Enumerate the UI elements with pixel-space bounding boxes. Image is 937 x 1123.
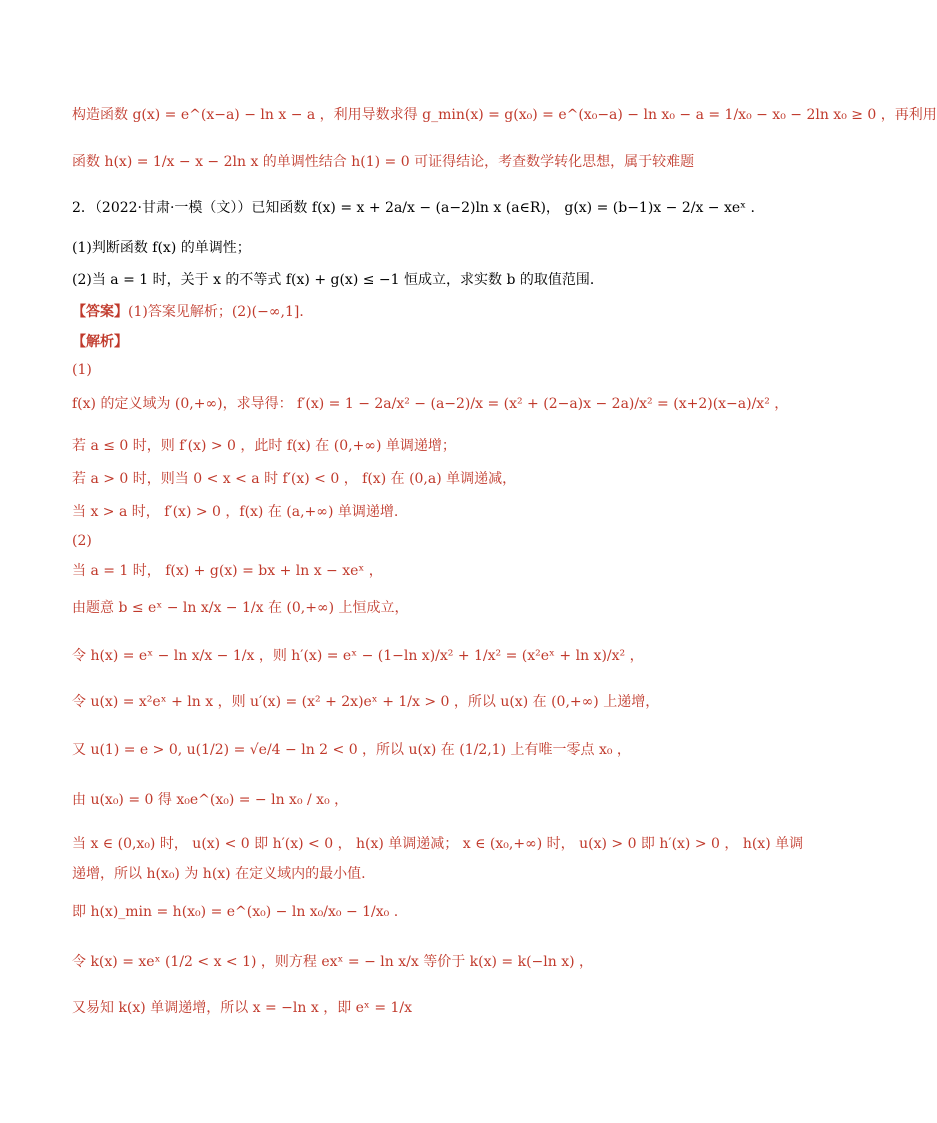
part-1-label: (1)	[72, 362, 92, 378]
problem-2-part-2: (2)当 a = 1 时，关于 x 的不等式 f(x) + g(x) ≤ −1 恒成立，求实数 b 的取值范围．	[72, 272, 604, 288]
text-line-h-min: 即 h(x)_min = h(x₀) = e^(x₀) − ln x₀/x₀ − 1/x₀ .	[72, 904, 399, 920]
text-line-case-a-positive: 若 a > 0 时，则当 0 < x < a 时 f′(x) < 0 ， f(x) 在 (0,a) 单调递减，	[72, 471, 517, 487]
answer-line	[72, 302, 734, 322]
answer-content: (1)答案见解析；(2)(−∞,1]．	[128, 304, 314, 320]
text-line-minimum: 递增，所以 h(x₀) 为 h(x) 在定义域内的最小值.	[72, 866, 366, 882]
text-line-h-derivative: 令 h(x) = eˣ − ln x/x − 1/x ，则 h′(x) = eˣ − (1−ln x)/x² + 1/x² = (x²eˣ + ln x)/x² ，	[72, 648, 644, 664]
text-line-monotonic: 当 x ∈ (0,x₀) 时， u(x) < 0 即 h′(x) < 0 ， h(x) 单调递减； x ∈ (x₀,+∞) 时， u(x) > 0 即 h′(x) > 0 ， h(x) 单调	[72, 836, 804, 852]
text-line-condition: 由题意 b ≤ eˣ − ln x/x − 1/x 在 (0,+∞) 上恒成立，	[72, 600, 409, 616]
text-line-zero-point: 又 u(1) = e > 0, u(1/2) = √e/4 − ln 2 < 0 ，所以 u(x) 在 (1/2,1) 上有唯一零点 x₀ ，	[72, 742, 631, 758]
text-line-sum: 当 a = 1 时， f(x) + g(x) = bx + ln x − xeˣ ，	[72, 563, 383, 579]
text-line-2: 函数 h(x) = 1/x − x − 2ln x 的单调性结合 h(1) = 0 可证得结论，考查数学转化思想，属于较难题	[72, 154, 695, 170]
answer-bracket: 【答案】	[72, 304, 128, 320]
text-line-domain: f(x) 的定义域为 (0,+∞)，求导得： f′(x) = 1 − 2a/x² − (a−2)/x = (x² + (2−a)x − 2a)/x² = (x+2)(x−a)/x² ，	[72, 396, 789, 412]
problem-2-statement: 2．（2022·甘肃·一模（文））已知函数 f(x) = x + 2a/x − (a−2)ln x (a∈R)， g(x) = (b−1)x − 2/x − xeˣ .	[72, 200, 755, 216]
part-2-label: (2)	[72, 533, 92, 549]
analysis-heading: 【解析】	[72, 334, 128, 350]
text-line-k-function: 令 k(x) = xeˣ (1/2 < x < 1) ，则方程 exˣ = − ln x/x 等价于 k(x) = k(−ln x) ，	[72, 954, 594, 970]
text-line-u-derivative: 令 u(x) = x²eˣ + ln x ，则 u′(x) = (x² + 2x)eˣ + 1/x > 0 ，所以 u(x) 在 (0,+∞) 上递增，	[72, 694, 660, 710]
text-line-1: 构造函数 g(x) = e^(x−a) − ln x − a ，利用导数求得 g_min(x) = g(x₀) = e^(x₀−a) − ln x₀ − a = 1/x₀ − x₀ − 2ln x₀ ≥ 0 ，再利用	[72, 107, 937, 123]
problem-2-part-1: (1)判断函数 f(x) 的单调性；	[72, 240, 251, 256]
text-line-x-greater-a: 当 x > a 时， f′(x) > 0 ，f(x) 在 (a,+∞) 单调递增.	[72, 504, 399, 520]
text-line-u-x0: 由 u(x₀) = 0 得 x₀e^(x₀) = − ln x₀ / x₀ ，	[72, 792, 349, 808]
text-line-k-increasing: 又易知 k(x) 单调递增，所以 x = −ln x ，即 eˣ = 1/x	[72, 1000, 413, 1016]
text-line-case-a-nonpositive: 若 a ≤ 0 时，则 f′(x) > 0 ，此时 f(x) 在 (0,+∞) 单调递增；	[72, 438, 456, 454]
